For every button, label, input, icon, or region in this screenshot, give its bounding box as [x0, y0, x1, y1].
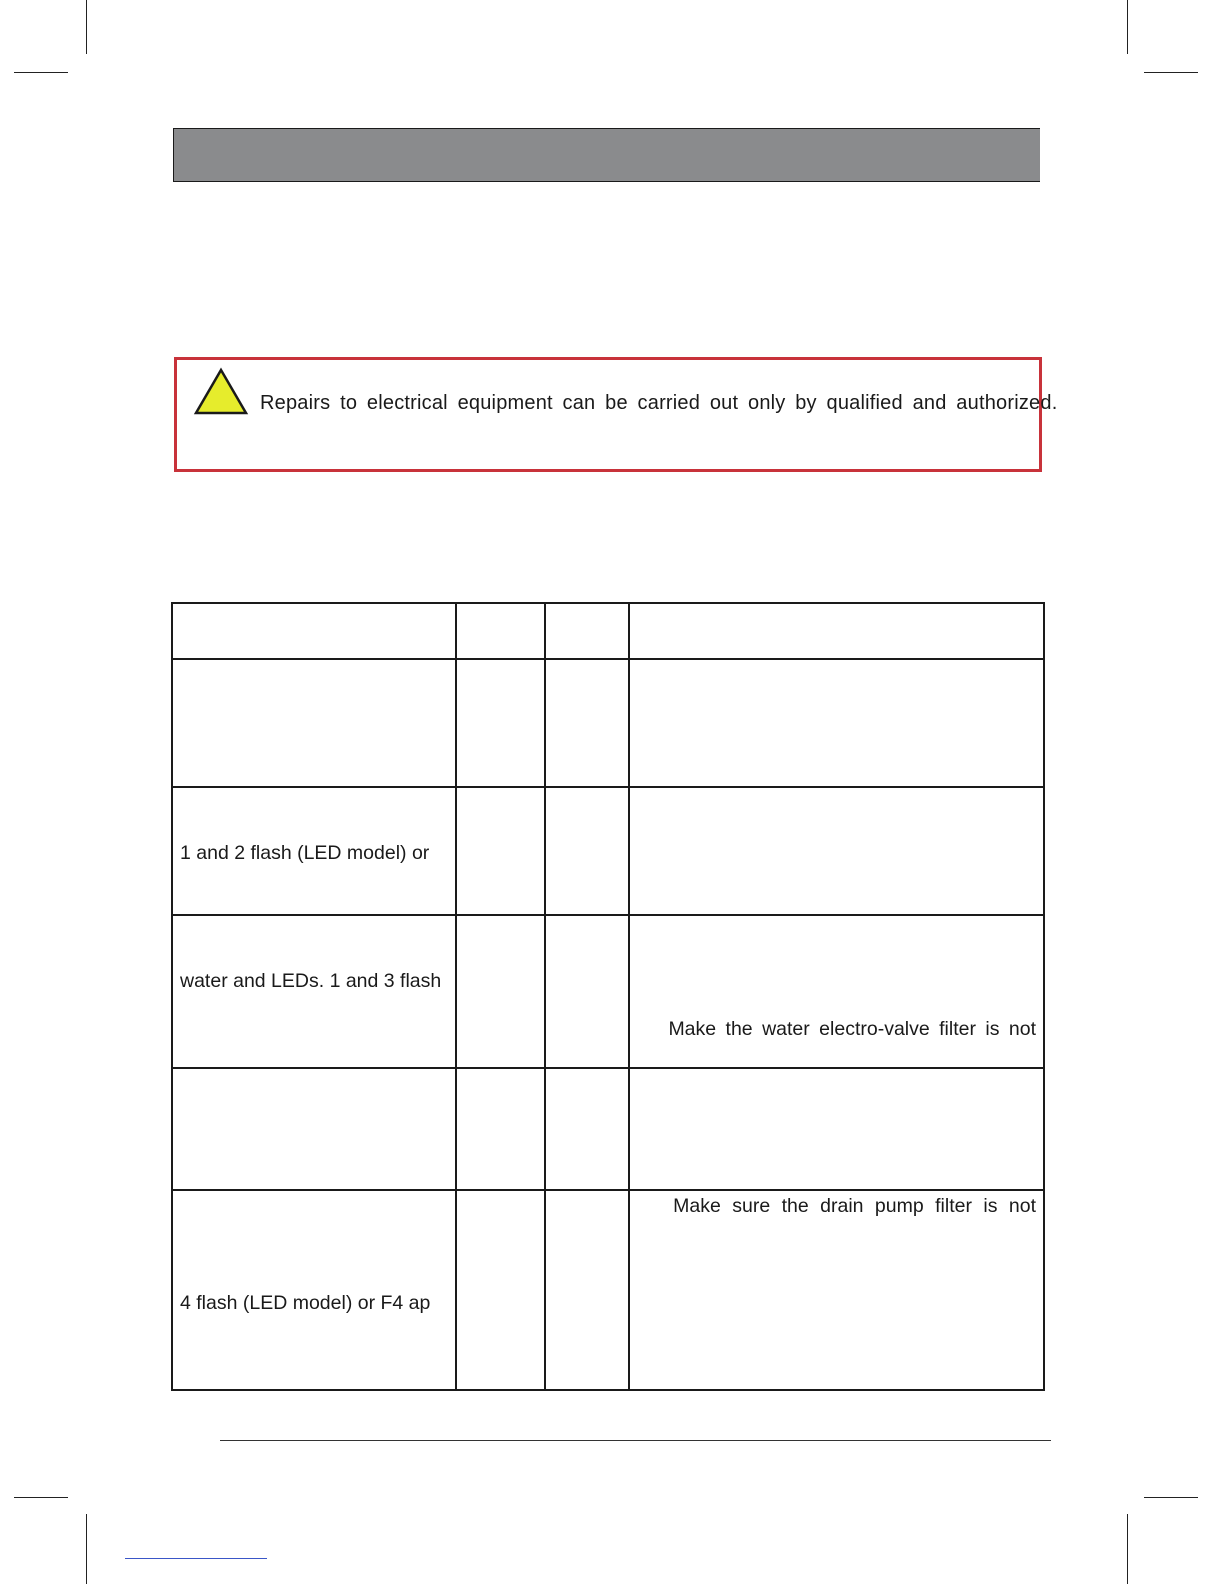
table-header-row — [172, 603, 1044, 659]
table-row — [172, 659, 1044, 787]
crop-mark-bottom-right-vertical — [1127, 1514, 1128, 1584]
bottom-link-underline — [125, 1558, 267, 1559]
solution-cell — [629, 787, 1044, 915]
header-cell-solution — [629, 603, 1044, 659]
col2-cell — [456, 1068, 545, 1190]
header-cell-col2 — [456, 603, 545, 659]
crop-mark-bottom-left-horizontal — [14, 1497, 68, 1498]
crop-mark-top-left-horizontal — [14, 72, 68, 73]
problem-text: 4 flash (LED model) or F4 ap — [180, 1292, 431, 1314]
solution-cell — [629, 915, 1044, 1068]
col2-cell — [456, 915, 545, 1068]
section-header-bar — [173, 128, 1040, 182]
solution-cell — [629, 1190, 1044, 1390]
crop-mark-bottom-left-vertical — [86, 1514, 87, 1584]
col2-cell — [456, 1190, 545, 1390]
col2-cell — [456, 787, 545, 915]
table-row — [172, 787, 1044, 915]
problem-cell — [172, 659, 456, 787]
col3-cell — [545, 1068, 629, 1190]
warning-triangle-icon — [193, 367, 249, 417]
problem-cell — [172, 1068, 456, 1190]
col3-cell — [545, 915, 629, 1068]
table-row — [172, 915, 1044, 1068]
col3-cell — [545, 1190, 629, 1390]
footer-rule — [220, 1440, 1051, 1441]
solution-cell — [629, 1068, 1044, 1190]
warning-text: Repairs to electrical equipment can be carried out only by qualified and authorized. — [260, 392, 1058, 414]
crop-mark-bottom-right-horizontal — [1144, 1497, 1198, 1498]
crop-mark-top-right-vertical — [1127, 0, 1128, 54]
troubleshooting-table — [171, 602, 1045, 1391]
col3-cell — [545, 787, 629, 915]
col3-cell — [545, 659, 629, 787]
table-row — [172, 1068, 1044, 1190]
table-row — [172, 1190, 1044, 1390]
crop-mark-top-left-vertical — [86, 0, 87, 54]
solution-text: Make sure the drain pump filter is not — [673, 1195, 1036, 1217]
crop-mark-top-right-horizontal — [1144, 72, 1198, 73]
problem-text: water and LEDs. 1 and 3 flash — [180, 970, 442, 992]
header-cell-col3 — [545, 603, 629, 659]
warning-box — [174, 357, 1058, 472]
header-cell-problem — [172, 603, 456, 659]
problem-text: 1 and 2 flash (LED model) or — [180, 842, 430, 864]
problem-cell — [172, 1190, 456, 1390]
solution-cell — [629, 659, 1044, 787]
problem-cell — [172, 787, 456, 915]
problem-cell — [172, 915, 456, 1068]
col2-cell — [456, 659, 545, 787]
solution-text: Make the water electro-valve filter is not — [668, 1018, 1036, 1040]
